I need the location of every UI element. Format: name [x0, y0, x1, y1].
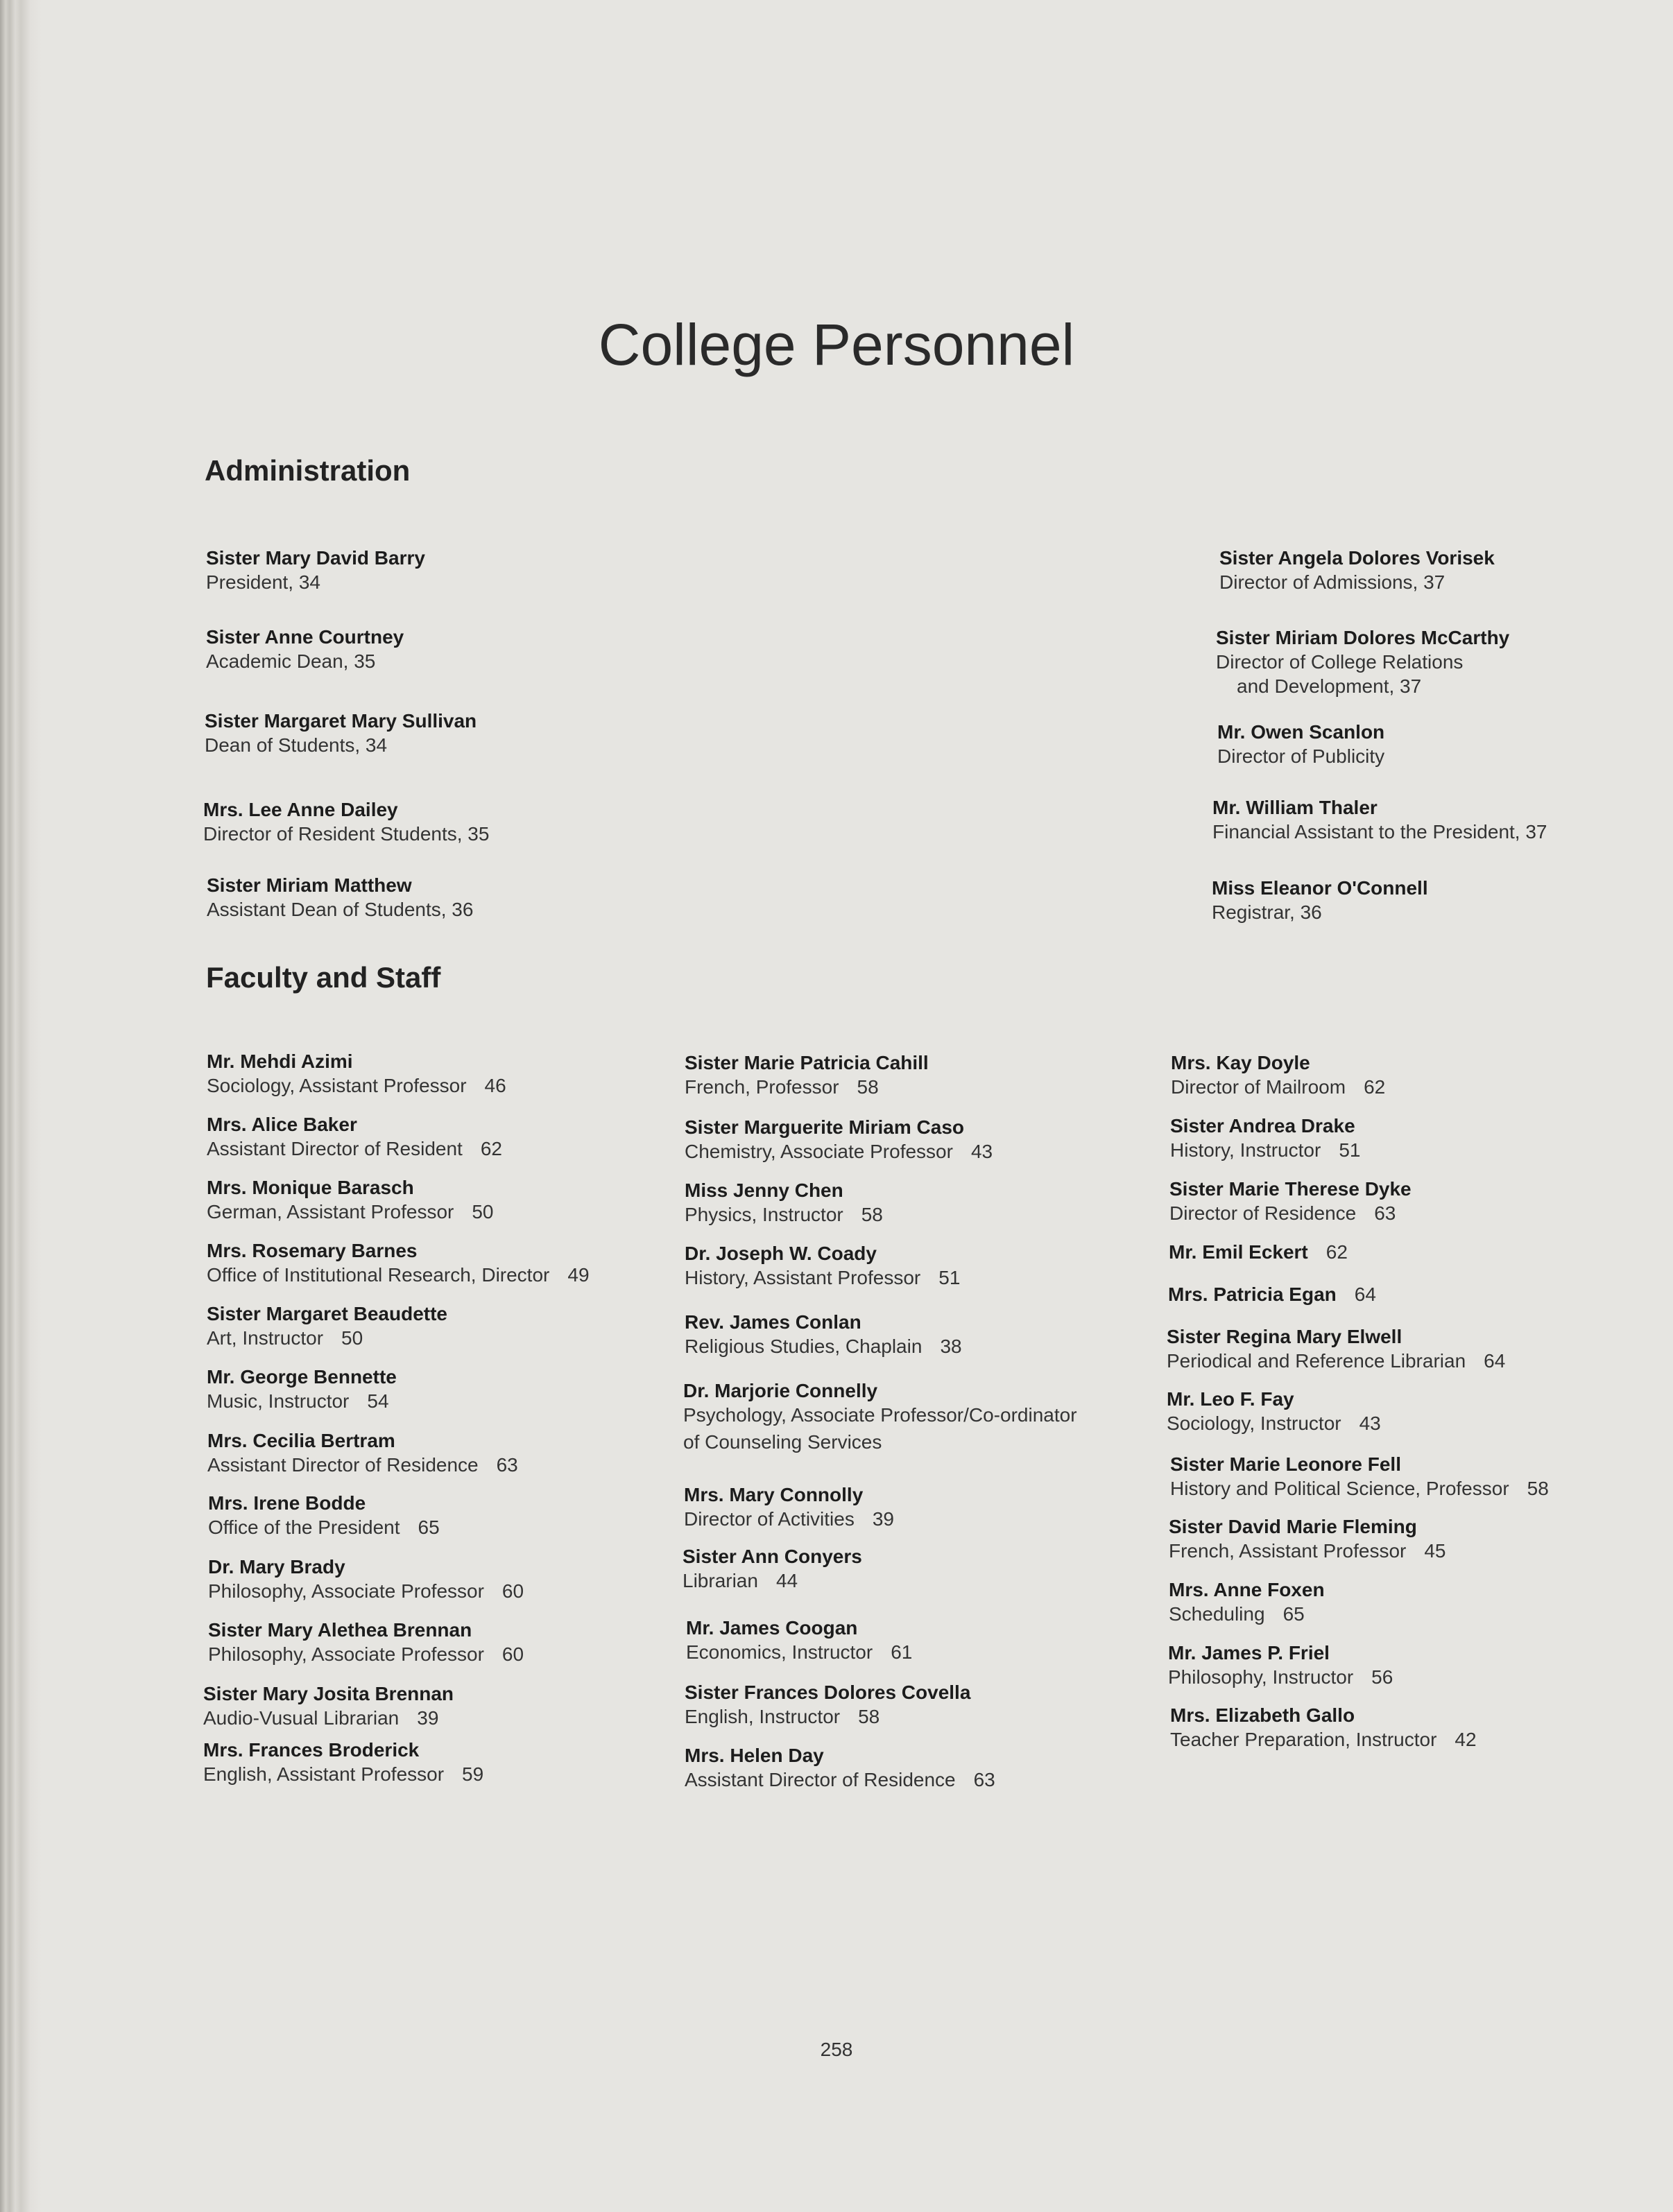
- entry-name: Mrs. Mary Connolly: [684, 1484, 864, 1505]
- admin-entry: [205, 709, 477, 757]
- faculty-entry: [203, 1682, 454, 1730]
- page-ref: 63: [496, 1454, 518, 1476]
- role-text: History and Political Science, Professor: [1170, 1478, 1509, 1499]
- entry-role: Director of Publicity: [1217, 745, 1385, 767]
- entry-role: [685, 1334, 962, 1358]
- entry-name: Mr. William Thaler: [1212, 797, 1378, 818]
- page-ref: 39: [417, 1707, 439, 1729]
- role-text: Office of Institutional Research, Director: [207, 1264, 550, 1286]
- entry-role: [683, 1569, 862, 1593]
- role-text: History, Assistant Professor: [685, 1267, 921, 1288]
- entry-role: [208, 1579, 524, 1603]
- page-ref: 45: [1424, 1540, 1446, 1562]
- entry-role: Director of College Relations: [1216, 651, 1464, 673]
- admin-entry: [1217, 720, 1384, 768]
- role-text: French, Assistant Professor: [1169, 1540, 1407, 1562]
- entry-name: Sister Marie Patricia Cahill: [685, 1052, 929, 1073]
- entry-role: [1170, 1476, 1549, 1501]
- entry-role: Academic Dean, 35: [206, 650, 376, 672]
- page-ref: 65: [1282, 1603, 1305, 1625]
- page-ref: 62: [1364, 1076, 1386, 1098]
- faculty-entry: [685, 1743, 995, 1792]
- role-text: Economics, Instructor: [686, 1641, 873, 1663]
- faculty-entry: [203, 1738, 483, 1786]
- role-text: Sociology, Assistant Professor: [207, 1075, 467, 1096]
- entry-name: Miss Jenny Chen: [685, 1180, 843, 1201]
- entry-name: [1168, 1282, 1376, 1306]
- entry-role: Psychology, Associate Professor/Co-ordinator: [683, 1404, 1077, 1426]
- faculty-entry: [685, 1051, 929, 1099]
- entry-role: [1170, 1138, 1360, 1162]
- entry-name: Sister Anne Courtney: [206, 626, 404, 648]
- role-text: Director of Residence: [1169, 1202, 1357, 1224]
- entry-role: [685, 1075, 929, 1099]
- admin-entry: [1212, 876, 1428, 924]
- faculty-heading: Faculty and Staff: [206, 961, 441, 994]
- admin-entry: [206, 625, 404, 673]
- page-ref: 58: [857, 1076, 879, 1098]
- page-ref: 50: [472, 1201, 494, 1222]
- page-ref: 43: [970, 1141, 993, 1162]
- faculty-entry: [208, 1555, 524, 1603]
- entry-role: [207, 1073, 506, 1098]
- role-text: Philosophy, Associate Professor: [208, 1643, 484, 1665]
- page-ref: 58: [1527, 1478, 1549, 1499]
- administration-heading: Administration: [205, 454, 411, 487]
- entry-name: Mr. James P. Friel: [1168, 1642, 1330, 1664]
- entry-name: Sister Miriam Matthew: [207, 874, 412, 896]
- faculty-entry: [1167, 1387, 1381, 1435]
- faculty-entry: [207, 1238, 590, 1287]
- entry-role: President, 34: [206, 571, 320, 593]
- entry-role-continued: of Counseling Services: [683, 1431, 882, 1453]
- entry-name: Mr. Mehdi Azimi: [207, 1051, 353, 1072]
- page-title: College Personnel: [598, 312, 1075, 377]
- faculty-entry: [1170, 1703, 1477, 1752]
- page-ref: 62: [1325, 1241, 1348, 1263]
- faculty-entry: [207, 1428, 518, 1477]
- role-text: Director of Mailroom: [1171, 1076, 1346, 1098]
- entry-name: Sister Margaret Mary Sullivan: [205, 710, 477, 732]
- page-ref: 64: [1484, 1350, 1506, 1372]
- role-text: Religious Studies, Chaplain: [685, 1336, 923, 1357]
- entry-name: Mr. James Coogan: [686, 1617, 858, 1639]
- role-text: Philosophy, Associate Professor: [208, 1580, 484, 1602]
- entry-role: [203, 1706, 454, 1730]
- page-ref: 54: [367, 1390, 389, 1412]
- faculty-entry: [1170, 1452, 1549, 1501]
- entry-role: [1167, 1349, 1505, 1373]
- entry-role: [207, 1453, 518, 1477]
- entry-role: [1167, 1411, 1381, 1435]
- admin-entry: [203, 797, 489, 846]
- entry-name: Rev. James Conlan: [685, 1311, 861, 1333]
- faculty-entry: [1169, 1578, 1325, 1626]
- entry-role: [207, 1137, 502, 1161]
- faculty-entry: [208, 1618, 524, 1666]
- entry-name: Mr. Owen Scanlon: [1217, 721, 1385, 743]
- role-text: Art, Instructor: [207, 1327, 324, 1349]
- entry-name: Miss Eleanor O'Connell: [1212, 877, 1428, 899]
- entry-role: Director of Resident Students, 35: [203, 823, 490, 845]
- role-text: Office of the President: [208, 1517, 400, 1538]
- role-text: Philosophy, Instructor: [1168, 1666, 1354, 1688]
- faculty-entry: [207, 1365, 397, 1413]
- faculty-entry: [207, 1302, 447, 1350]
- page-number: 258: [820, 2039, 853, 2060]
- entry-name: Mrs. Frances Broderick: [203, 1739, 420, 1761]
- entry-role: [1171, 1075, 1385, 1099]
- entry-role: [207, 1389, 397, 1413]
- page-ref: 61: [891, 1641, 913, 1663]
- entry-role: Registrar, 36: [1212, 901, 1322, 923]
- role-text: Teacher Preparation, Instructor: [1170, 1729, 1437, 1750]
- entry-name: Sister Marguerite Miriam Caso: [685, 1116, 965, 1138]
- entry-name: Sister Mary Josita Brennan: [203, 1683, 454, 1704]
- role-text: Periodical and Reference Librarian: [1167, 1350, 1466, 1372]
- entry-name: Mr. Leo F. Fay: [1167, 1388, 1294, 1410]
- faculty-entry: [207, 1049, 506, 1098]
- entry-role: [1169, 1602, 1325, 1626]
- entry-name: Mrs. Helen Day: [685, 1745, 824, 1766]
- entry-role: [685, 1265, 960, 1290]
- entry-role: Director of Admissions, 37: [1219, 571, 1445, 593]
- entry-name: Sister Marie Therese Dyke: [1169, 1178, 1412, 1200]
- page-ref: 38: [940, 1336, 962, 1357]
- entry-role: [1168, 1665, 1393, 1689]
- entry-name: Dr. Joseph W. Coady: [685, 1243, 877, 1264]
- entry-name: Sister Ann Conyers: [683, 1546, 862, 1567]
- admin-entry: [206, 546, 425, 594]
- page-ref: 64: [1354, 1284, 1376, 1305]
- role-text: Assistant Director of Residence: [207, 1454, 479, 1476]
- entry-name: Mrs. Monique Barasch: [207, 1177, 414, 1198]
- page-ref: 65: [418, 1517, 440, 1538]
- faculty-entry: [1170, 1114, 1360, 1162]
- page-ref: 50: [341, 1327, 363, 1349]
- page-ref: 60: [501, 1580, 524, 1602]
- page-ref: 42: [1455, 1729, 1477, 1750]
- role-text: German, Assistant Professor: [207, 1201, 454, 1222]
- entry-name: Mrs. Elizabeth Gallo: [1170, 1704, 1355, 1726]
- entry-role: [684, 1507, 894, 1531]
- entry-name: Sister David Marie Fleming: [1169, 1516, 1417, 1537]
- entry-name: Mrs. Rosemary Barnes: [207, 1240, 418, 1261]
- page-ref: 60: [501, 1643, 524, 1665]
- entry-role: [1169, 1201, 1412, 1225]
- entry-role: [208, 1515, 440, 1539]
- page-ref: 39: [872, 1508, 895, 1530]
- faculty-entry: [1168, 1641, 1393, 1689]
- page-ref: 51: [938, 1267, 961, 1288]
- page-ref: 46: [484, 1075, 506, 1096]
- faculty-entry: [686, 1616, 912, 1664]
- faculty-entry: [208, 1491, 440, 1539]
- admin-entry: [1216, 625, 1509, 698]
- faculty-entry: [684, 1483, 894, 1531]
- role-text: Music, Instructor: [207, 1390, 350, 1412]
- entry-name: Sister Miriam Dolores McCarthy: [1216, 627, 1510, 648]
- page-ref: 63: [973, 1769, 995, 1790]
- admin-entry: [207, 873, 473, 922]
- entry-role: [208, 1642, 524, 1666]
- faculty-entry: [685, 1310, 962, 1358]
- entry-role: Dean of Students, 34: [205, 734, 388, 756]
- entry-role: [1170, 1727, 1477, 1752]
- entry-name: Mrs. Lee Anne Dailey: [203, 799, 398, 820]
- entry-name: Mr. George Bennette: [207, 1366, 397, 1388]
- entry-name: Mrs. Irene Bodde: [208, 1492, 366, 1514]
- page-ref: 62: [480, 1138, 502, 1159]
- entry-name: Sister Andrea Drake: [1170, 1115, 1355, 1137]
- entry-name: [1169, 1240, 1348, 1264]
- admin-entry: [1212, 795, 1547, 844]
- faculty-entry: [685, 1178, 883, 1227]
- entry-name: Mrs. Cecilia Bertram: [207, 1430, 395, 1451]
- entry-name: Sister Regina Mary Elwell: [1167, 1326, 1402, 1347]
- faculty-entry: [1171, 1051, 1385, 1099]
- faculty-entry: [1169, 1177, 1412, 1225]
- entry-role: Assistant Dean of Students, 36: [207, 899, 474, 920]
- entry-role: [1169, 1539, 1446, 1563]
- role-text: English, Assistant Professor: [203, 1763, 445, 1785]
- entry-role: Financial Assistant to the President, 37: [1212, 821, 1547, 843]
- faculty-entry: [1169, 1514, 1446, 1563]
- entry-role: [203, 1762, 483, 1786]
- role-text: Assistant Director of Resident: [207, 1138, 463, 1159]
- entry-name: Mrs. Kay Doyle: [1171, 1052, 1310, 1073]
- faculty-entry: [683, 1379, 1077, 1454]
- entry-name: Sister Mary Alethea Brennan: [208, 1619, 472, 1641]
- entry-name: Sister Angela Dolores Vorisek: [1219, 547, 1495, 569]
- page-ref: 44: [775, 1570, 798, 1591]
- page-ref: 58: [861, 1204, 883, 1225]
- page-ref: 58: [858, 1706, 880, 1727]
- faculty-entry: [1169, 1240, 1348, 1264]
- role-text: History, Instructor: [1170, 1139, 1321, 1161]
- faculty-entry: [1167, 1324, 1505, 1373]
- entry-name: Sister Mary David Barry: [206, 547, 425, 569]
- entry-name: Dr. Marjorie Connelly: [683, 1380, 878, 1401]
- page-ref: 63: [1374, 1202, 1396, 1224]
- role-text: Physics, Instructor: [685, 1204, 843, 1225]
- entry-role: [685, 1202, 883, 1227]
- entry-role: [685, 1139, 993, 1164]
- entry-name: Sister Frances Dolores Covella: [685, 1682, 971, 1703]
- faculty-entry: [207, 1112, 502, 1161]
- faculty-entry: [1168, 1282, 1376, 1306]
- faculty-entry: [685, 1680, 970, 1729]
- admin-entry: [1219, 546, 1495, 594]
- faculty-entry: [207, 1175, 494, 1224]
- role-text: Director of Activities: [684, 1508, 855, 1530]
- role-text: Chemistry, Associate Professor: [685, 1141, 953, 1162]
- entry-name: Mrs. Alice Baker: [207, 1114, 357, 1135]
- entry-role-continued: and Development, 37: [1237, 675, 1422, 697]
- entry-role: [685, 1768, 995, 1792]
- entry-role: [207, 1263, 590, 1287]
- role-text: Audio-Vusual Librarian: [203, 1707, 400, 1729]
- faculty-entry: [683, 1544, 862, 1593]
- faculty-entry: [685, 1241, 960, 1290]
- role-text: Sociology, Instructor: [1167, 1412, 1341, 1434]
- entry-name: Sister Margaret Beaudette: [207, 1303, 448, 1324]
- page-ref: 49: [567, 1264, 590, 1286]
- page-ref: 43: [1359, 1412, 1381, 1434]
- entry-role: [685, 1704, 970, 1729]
- name-text: Mr. Emil Eckert: [1169, 1241, 1308, 1263]
- role-text: Librarian: [683, 1570, 758, 1591]
- entry-name: Mrs. Anne Foxen: [1169, 1579, 1325, 1600]
- role-text: Assistant Director of Residence: [685, 1769, 956, 1790]
- faculty-entry: [685, 1115, 993, 1164]
- page-ref: 59: [462, 1763, 484, 1785]
- entry-role: [207, 1200, 494, 1224]
- entry-role: [686, 1640, 912, 1664]
- page-ref: 51: [1339, 1139, 1361, 1161]
- entry-name: Dr. Mary Brady: [208, 1556, 345, 1578]
- name-text: Mrs. Patricia Egan: [1168, 1284, 1337, 1305]
- role-text: Scheduling: [1169, 1603, 1265, 1625]
- entry-role: [207, 1326, 447, 1350]
- role-text: English, Instructor: [685, 1706, 841, 1727]
- role-text: French, Professor: [685, 1076, 839, 1098]
- entry-name: Sister Marie Leonore Fell: [1170, 1453, 1401, 1475]
- page-ref: 56: [1371, 1666, 1393, 1688]
